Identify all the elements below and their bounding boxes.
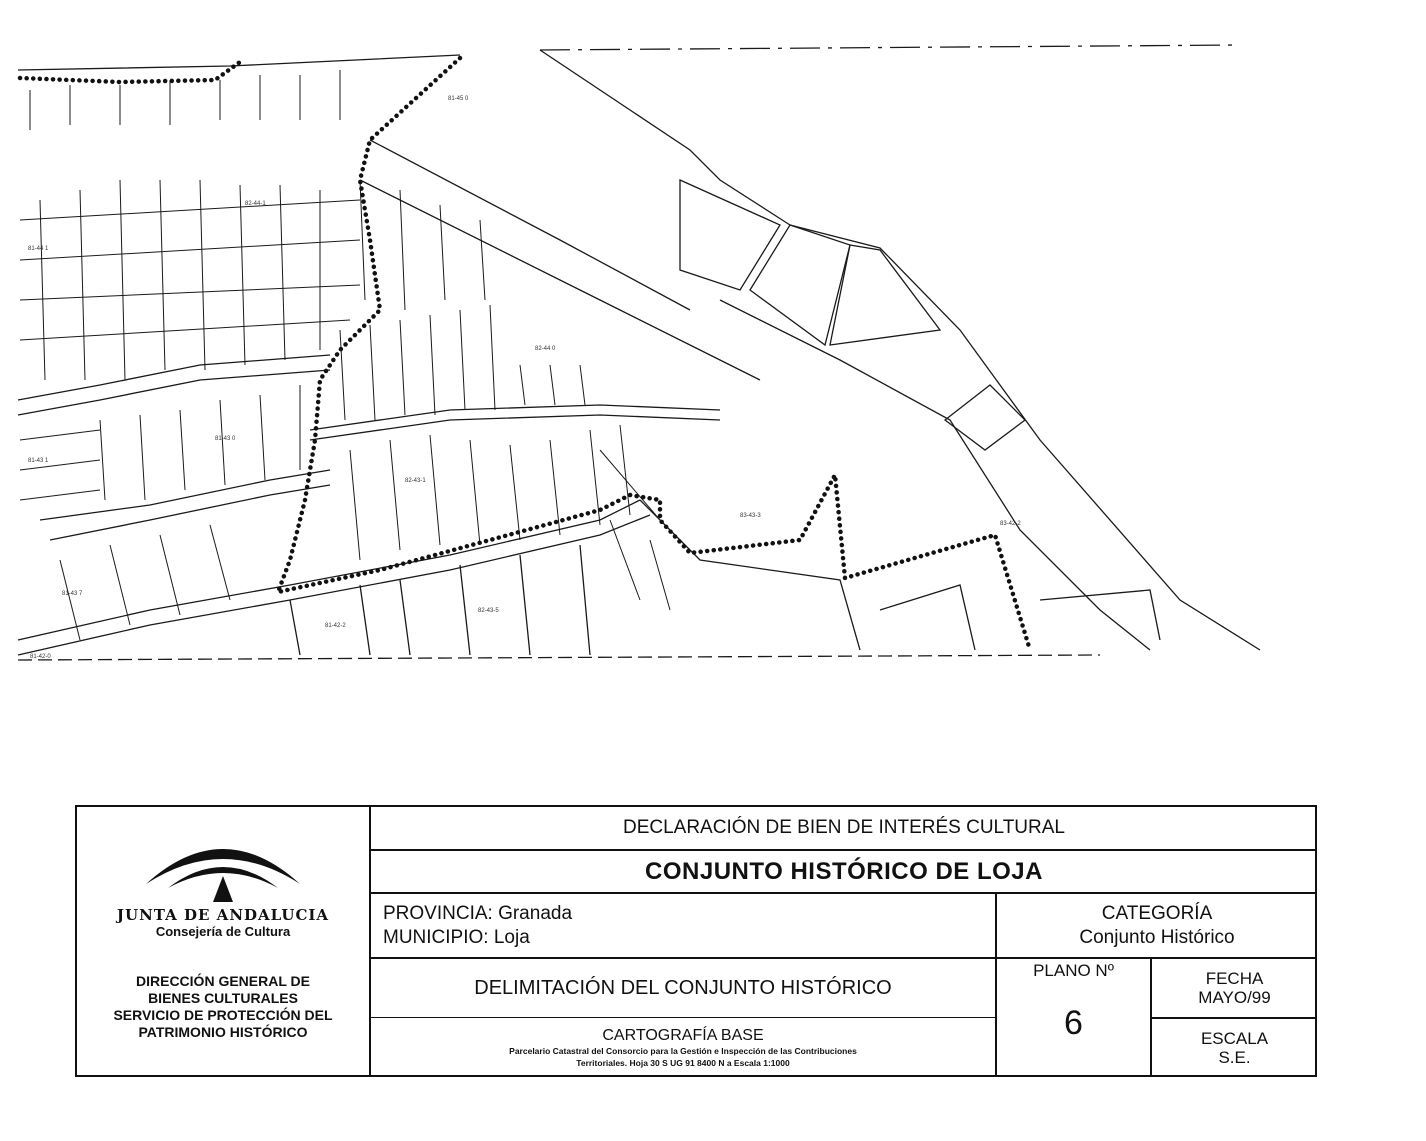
fecha-value: MAYO/99 <box>1198 988 1271 1007</box>
escala-value: S.E. <box>1218 1048 1251 1067</box>
map-linework <box>18 45 1260 660</box>
fecha-label: FECHA <box>1205 969 1264 988</box>
dept-line: SERVICIO DE PROTECCIÓN DEL <box>113 1007 333 1023</box>
parcel-label: 81-43 7 <box>62 591 83 597</box>
provincia: PROVINCIA: Granada <box>383 902 573 924</box>
parcel-label: 81-44 1 <box>28 246 49 252</box>
parcel-label: 82-43-5 <box>478 608 499 614</box>
fecha-block <box>1152 959 1317 1017</box>
parcel-label: 83-43-3 <box>740 513 761 519</box>
parcel-label: 81-45 0 <box>448 96 469 102</box>
department-block <box>77 967 369 1047</box>
logo-name: JUNTA DE ANDALUCIA <box>116 905 330 924</box>
cartografia-source: Parcelario Catastral del Consorcio para la Gestión e Inspección de las Contribuciones <box>509 1045 857 1056</box>
parcel-label: 81-42-0 <box>30 654 51 660</box>
declaration-header: DECLARACIÓN DE BIEN DE INTERÉS CULTURAL <box>622 817 1065 838</box>
parcel-label: 82-44 0 <box>535 346 556 352</box>
plano-number: 6 <box>1064 1004 1083 1042</box>
categoria-label: CATEGORÍA <box>1101 902 1213 924</box>
parcel-label: 81-43 0 <box>215 436 236 442</box>
parcel-label: 81-42-2 <box>325 623 346 629</box>
parcel-label: 81-43 1 <box>28 458 49 464</box>
logo-panel <box>77 807 369 957</box>
categoria-value: Conjunto Histórico <box>1079 926 1235 948</box>
page-title: CONJUNTO HISTÓRICO DE LOJA <box>645 857 1043 885</box>
logo-subtitle: Consejería de Cultura <box>155 923 291 939</box>
escala-block <box>1152 1019 1317 1077</box>
cartography-block <box>371 1018 995 1077</box>
junta-logo-icon <box>138 826 308 906</box>
delimitation-title: DELIMITACIÓN DEL CONJUNTO HISTÓRICO <box>474 976 892 999</box>
title-block <box>75 805 1317 1077</box>
dept-line: BIENES CULTURALES <box>148 990 298 1006</box>
cartografia-source: Territoriales. Hoja 30 S UG 91 8400 N a Escala 1:1000 <box>576 1057 790 1068</box>
location-block <box>371 894 995 957</box>
parcel-label: 83-42-2 <box>1000 521 1021 527</box>
municipio: MUNICIPIO: Loja <box>383 926 530 948</box>
escala-label: ESCALA <box>1200 1029 1269 1048</box>
dept-line: DIRECCIÓN GENERAL DE <box>136 973 310 989</box>
historic-boundary <box>20 58 1030 650</box>
plano-block <box>997 959 1150 1077</box>
dept-line: PATRIMONIO HISTÓRICO <box>138 1024 308 1040</box>
parcel-label: 82-43-1 <box>405 478 426 484</box>
plano-label: PLANO Nº <box>1033 961 1114 980</box>
cartografia-label: CARTOGRAFÍA BASE <box>602 1026 764 1044</box>
category-block <box>997 894 1317 957</box>
parcel-label: 82-44-1 <box>245 201 266 207</box>
